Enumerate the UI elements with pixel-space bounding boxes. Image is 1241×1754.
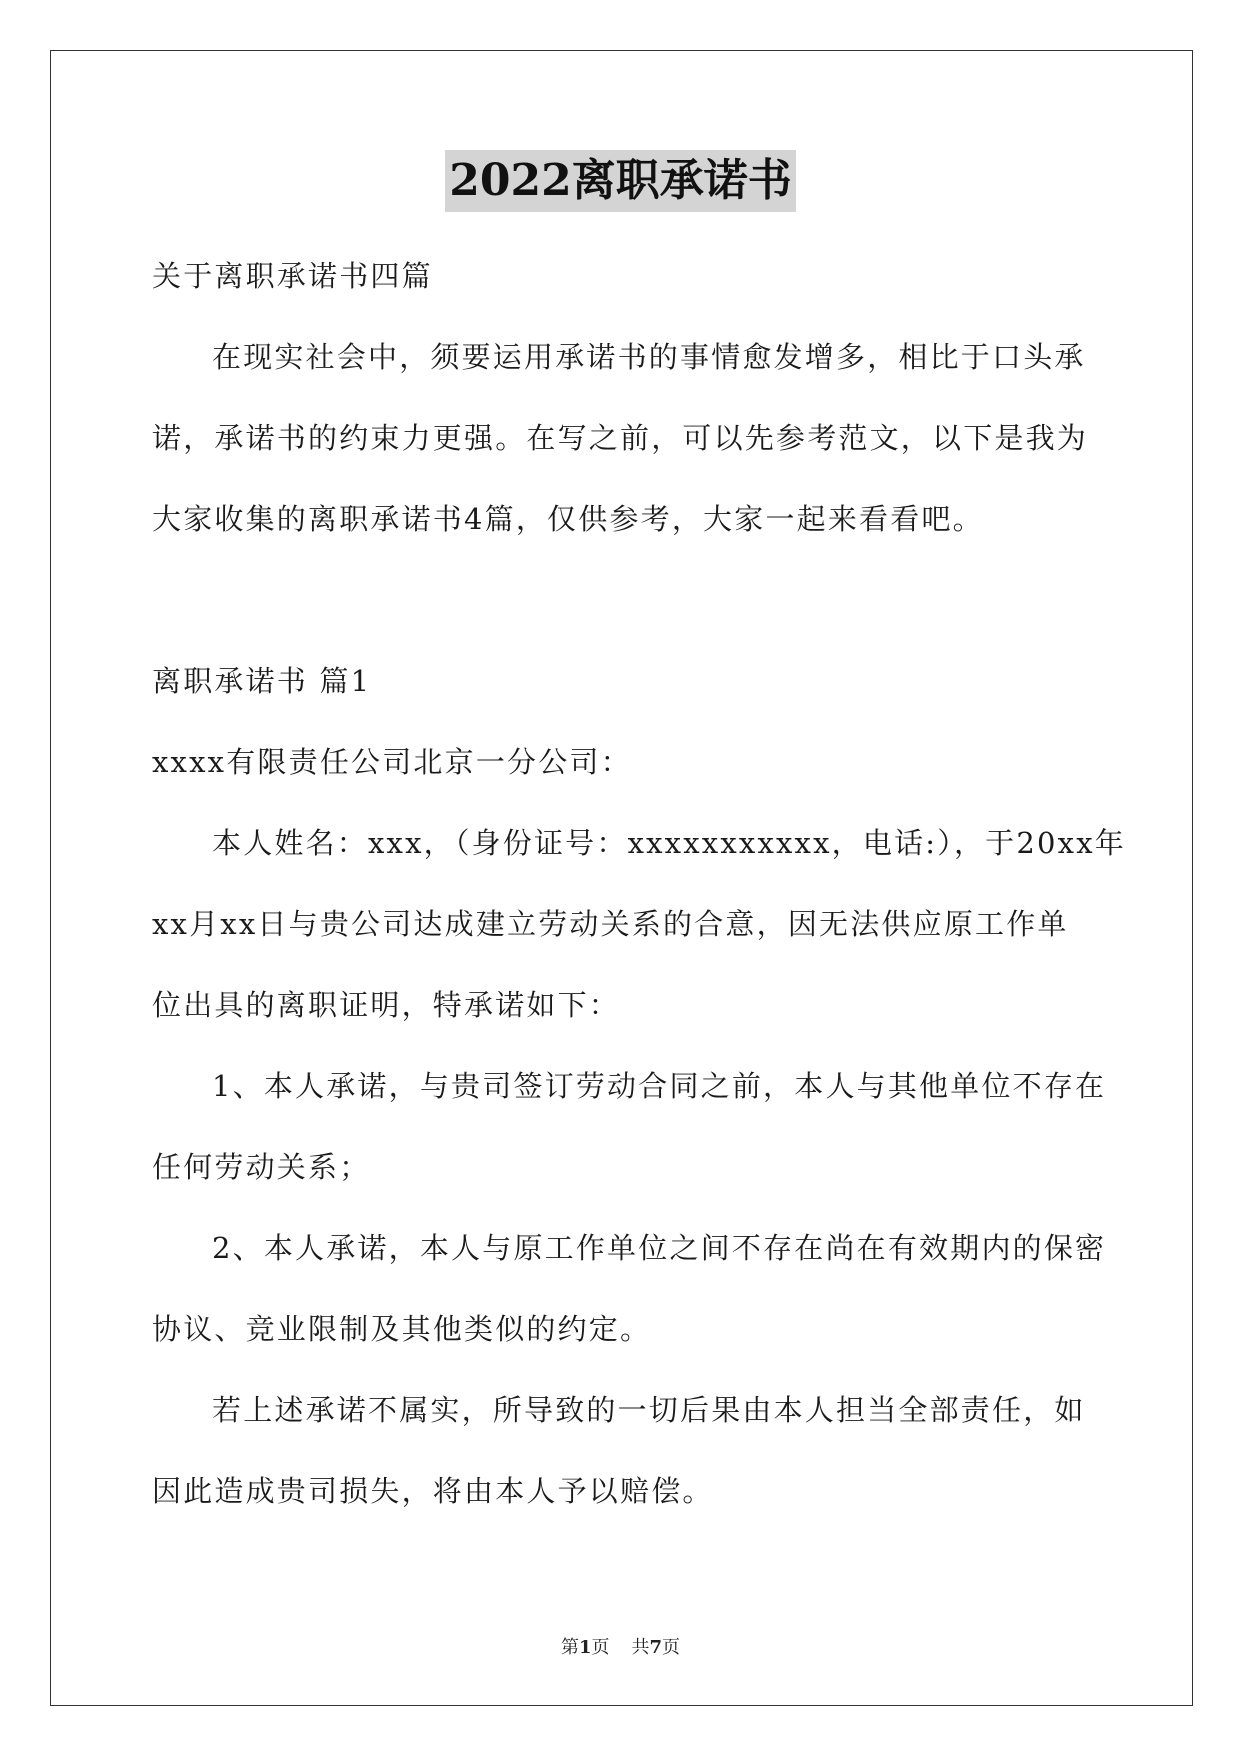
current-page-number: 1 <box>578 1637 592 1658</box>
page-prefix: 第 <box>560 1637 579 1658</box>
paragraph-line: 大家收集的离职承诺书4篇，仅供参考，大家一起来看看吧。 <box>152 502 984 536</box>
paragraph-line: 在现实社会中，须要运用承诺书的事情愈发增多，相比于口头承 <box>212 340 1086 374</box>
page-unit: 页 <box>591 1637 610 1658</box>
paragraph-line: 诺，承诺书的约束力更强。在写之前，可以先参考范文，以下是我为 <box>152 421 1089 455</box>
paragraph-line: 因此造成贵司损失，将由本人予以赔偿。 <box>152 1474 714 1508</box>
paragraph-line: 任何劳动关系； <box>152 1150 371 1184</box>
paragraph-line: 2、本人承诺，本人与原工作单位之间不存在尚在有效期内的保密 <box>212 1231 1107 1265</box>
addressee: xxxx有限责任公司北京一分公司： <box>152 745 632 779</box>
section-heading: 离职承诺书 篇1 <box>152 664 372 698</box>
subtitle: 关于离职承诺书四篇 <box>152 259 433 293</box>
paragraph-line: 位出具的离职证明，特承诺如下： <box>152 988 621 1022</box>
paragraph-line: 本人姓名：xxx，（身份证号：xxxxxxxxxxx，电话:），于20xx年 <box>212 826 1126 860</box>
paragraph-line: 若上述承诺不属实，所导致的一切后果由本人担当全部责任，如 <box>212 1393 1086 1427</box>
total-unit: 页 <box>662 1637 681 1658</box>
title-container <box>0 150 1241 212</box>
paragraph-line: 协议、竞业限制及其他类似的约定。 <box>152 1312 652 1346</box>
total-page-number: 7 <box>649 1637 663 1658</box>
total-prefix: 共 <box>631 1637 650 1658</box>
paragraph-line: 1、本人承诺，与贵司签订劳动合同之前，本人与其他单位不存在 <box>212 1069 1107 1103</box>
document-body <box>152 236 1126 1532</box>
paragraph-line: xx月xx日与贵公司达成建立劳动关系的合意，因无法供应原工作单 <box>152 907 1069 941</box>
document-title: 2022离职承诺书 <box>445 150 795 212</box>
blank-line <box>152 560 1092 641</box>
page-footer <box>0 1636 1241 1660</box>
